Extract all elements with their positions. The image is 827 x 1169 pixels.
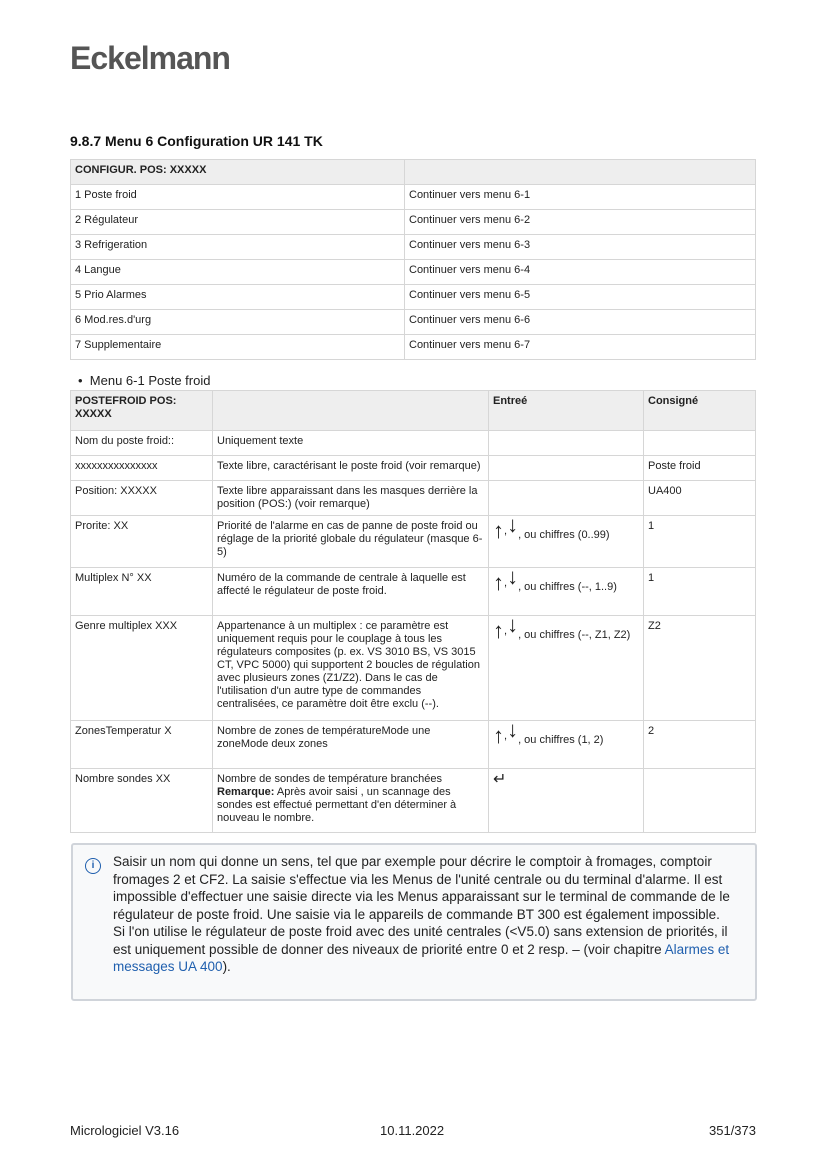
table-row: Genre multiplex XXX Appartenance à un multiplex : ce paramètre est uniquement requis pour le couplage à tous les régulateurs composites (p. ex. VS 3010 BS, VS 3015 CT, VPC 5000) qui supportent 2 boucles de régulation avec plusieurs zones (Z1/Z2). Dans le cas de l'utilisation d'un autre type de commandes centralisées, ce paramètre doit être exclu (--). ↑ , ↓ , ou chiffres (--, Z1, Z2) Z2	[71, 616, 756, 721]
menu-item: 2 Régulateur	[71, 210, 405, 235]
entry-text: , ou chiffres (--, Z1, Z2)	[518, 629, 631, 641]
note-text: ).	[222, 959, 231, 974]
parameter: Nom du poste froid::	[71, 431, 213, 456]
table-row	[71, 481, 756, 516]
info-note	[71, 843, 757, 1001]
description: Nombre de sondes de température branchées	[217, 773, 443, 785]
eckelmann-logo: Eckelmann	[70, 40, 230, 76]
description: Priorité de l'alarme en cas de panne de poste froid ou réglage de la priorité globale du régulateur (masque 6-5)	[217, 520, 483, 558]
header-cell	[213, 391, 489, 431]
table-row: Multiplex N° XX Numéro de la commande de centrale à laquelle est affecté le régulateur de poste froid. ↑ , ↓ , ou chiffres (--, 1..9) 1	[71, 568, 756, 616]
parameter: Nombre sondes XX	[71, 769, 213, 833]
menu-target: Continuer vers menu 6-4	[405, 260, 756, 285]
description: Appartenance à un multiplex : ce paramètre est uniquement requis pour le couplage à tous les régulateurs composites (p. ex. VS 3010 BS, VS 3015 CT, VPC 5000) qui supportent 2 boucles de régulation avec plusieurs zones (Z1/Z2). Dans le cas de l'utilisation d'un autre type de commandes centralisées, ce paramètre doit être exclu (--).	[217, 620, 480, 710]
setpoint: UA400	[644, 481, 756, 516]
menu-target: Continuer vers menu 6-2	[405, 210, 756, 235]
menu-target: Continuer vers menu 6-6	[405, 310, 756, 335]
table-row	[71, 210, 756, 235]
parameter: Position: XXXXX	[71, 481, 213, 516]
footer-version: Micrologiciel V3.16	[70, 1123, 180, 1138]
section-title: 9.8.7 Menu 6 Configuration UR 141 TK	[70, 133, 323, 149]
header-cell: Entreé	[489, 391, 644, 431]
header-cell: CONFIGUR. POS: XXXXX	[71, 160, 405, 185]
menu-item: 6 Mod.res.d'urg	[71, 310, 405, 335]
table-row	[71, 769, 756, 833]
header-cell: Consigné	[644, 391, 756, 431]
menu-item: 1 Poste froid	[71, 185, 405, 210]
setpoint	[644, 769, 756, 833]
arrow-down-icon: ↓	[507, 564, 519, 589]
arrow-down-icon: ↓	[507, 717, 519, 742]
menu-item: 5 Prio Alarmes	[71, 285, 405, 310]
parameter: ZonesTemperatur X	[71, 721, 213, 769]
remark-text: Après avoir saisi , un scannage des sondes est effectué permettant d'en déterminer à nouveau le nombre.	[217, 786, 457, 824]
description: Texte libre, caractérisant le poste froid (voir remarque)	[217, 460, 481, 472]
table-header	[71, 160, 756, 185]
parameter: Prorite: XX	[71, 516, 213, 568]
table-header	[71, 391, 756, 431]
arrow-down-icon: ↓	[507, 512, 519, 537]
table-row	[71, 310, 756, 335]
arrow-up-icon: ↑	[493, 570, 504, 595]
parameter: Multiplex N° XX	[71, 568, 213, 616]
parameter: xxxxxxxxxxxxxxx	[71, 456, 213, 481]
menu-target: Continuer vers menu 6-7	[405, 335, 756, 360]
table-row	[71, 185, 756, 210]
description: Numéro de la commande de centrale à laquelle est affecté le régulateur de poste froid.	[217, 572, 466, 597]
table-row: Prorite: XX Priorité de l'alarme en cas de panne de poste froid ou réglage de la priorité globale du régulateur (masque 6-5) ↑ , ↓ , ou chiffres (0..99) 1	[71, 516, 756, 568]
bullet-text: Menu 6-1 Poste froid	[89, 373, 211, 388]
menu-item: 4 Langue	[71, 260, 405, 285]
table-row	[71, 285, 756, 310]
setpoint: 1	[644, 568, 756, 616]
menu-target: Continuer vers menu 6-3	[405, 235, 756, 260]
table-row	[71, 431, 756, 456]
setpoint	[644, 431, 756, 456]
setpoint: Z2	[644, 616, 756, 721]
description: Texte libre apparaissant dans les masques derrière la position (POS:) (voir remarque)	[217, 485, 478, 510]
arrow-up-icon: ↑	[493, 618, 504, 643]
entry-text: , ou chiffres (--, 1..9)	[518, 581, 617, 593]
menu-target: Continuer vers menu 6-5	[405, 285, 756, 310]
poste-froid-table	[70, 390, 756, 833]
table-row	[71, 235, 756, 260]
setpoint: 2	[644, 721, 756, 769]
enter-key-icon: ↵	[493, 771, 507, 788]
entry-text: , ou chiffres (1, 2)	[518, 734, 604, 746]
description: Nombre de zones de températureMode une zoneMode deux zones	[217, 725, 431, 750]
info-icon: i	[85, 858, 101, 874]
alarmes-link[interactable]: Alarmes et messages UA 400	[113, 941, 730, 974]
remark-label: Remarque:	[217, 786, 275, 798]
arrow-up-icon: ↑	[493, 723, 504, 748]
table-row: ZonesTemperatur X Nombre de zones de températureMode une zoneMode deux zones ↑ , ↓ , ou chiffres (1, 2) 2	[71, 721, 756, 769]
header-cell: POSTEFROID POS: XXXXX	[71, 391, 213, 431]
note-text: Si l'on utilise le régulateur de poste froid avec des unité centrales (<V5.0) sans extension de priorités, il est uniquement possible de donner des niveaux de priorité entre 0 et 2 resp. – (voir chapitre	[113, 924, 728, 957]
config-menu-table	[70, 159, 756, 360]
description: Uniquement texte	[217, 435, 304, 447]
note-text: Saisir un nom qui donne un sens, tel que par exemple pour décrire le comptoir à fromages, comptoir fromages 2 et CF2. La saisie s'effectue via les Menus de l'unité centrale ou du terminal d'alarme. Il est impossible d'effectuer une saisie directe via les Menus apparaissant sur le terminal de commande de le régulateur de poste froid. Une saisie via le appareils de commande BT 300 est également impossible.	[113, 854, 730, 922]
entry-text: , ou chiffres (0..99)	[518, 529, 610, 541]
parameter: Genre multiplex XXX	[71, 616, 213, 721]
arrow-down-icon: ↓	[507, 612, 519, 637]
table-row	[71, 335, 756, 360]
header-cell	[405, 160, 756, 185]
table-row	[71, 260, 756, 285]
arrow-up-icon: ↑	[493, 518, 504, 543]
bullet-item: • Menu 6-1 Poste froid	[78, 373, 211, 388]
setpoint: Poste froid	[644, 456, 756, 481]
footer-page: 351/373	[709, 1123, 756, 1138]
menu-item: 7 Supplementaire	[71, 335, 405, 360]
menu-item: 3 Refrigeration	[71, 235, 405, 260]
setpoint: 1	[644, 516, 756, 568]
menu-target: Continuer vers menu 6-1	[405, 185, 756, 210]
footer-date: 10.11.2022	[380, 1123, 445, 1138]
table-row	[71, 456, 756, 481]
